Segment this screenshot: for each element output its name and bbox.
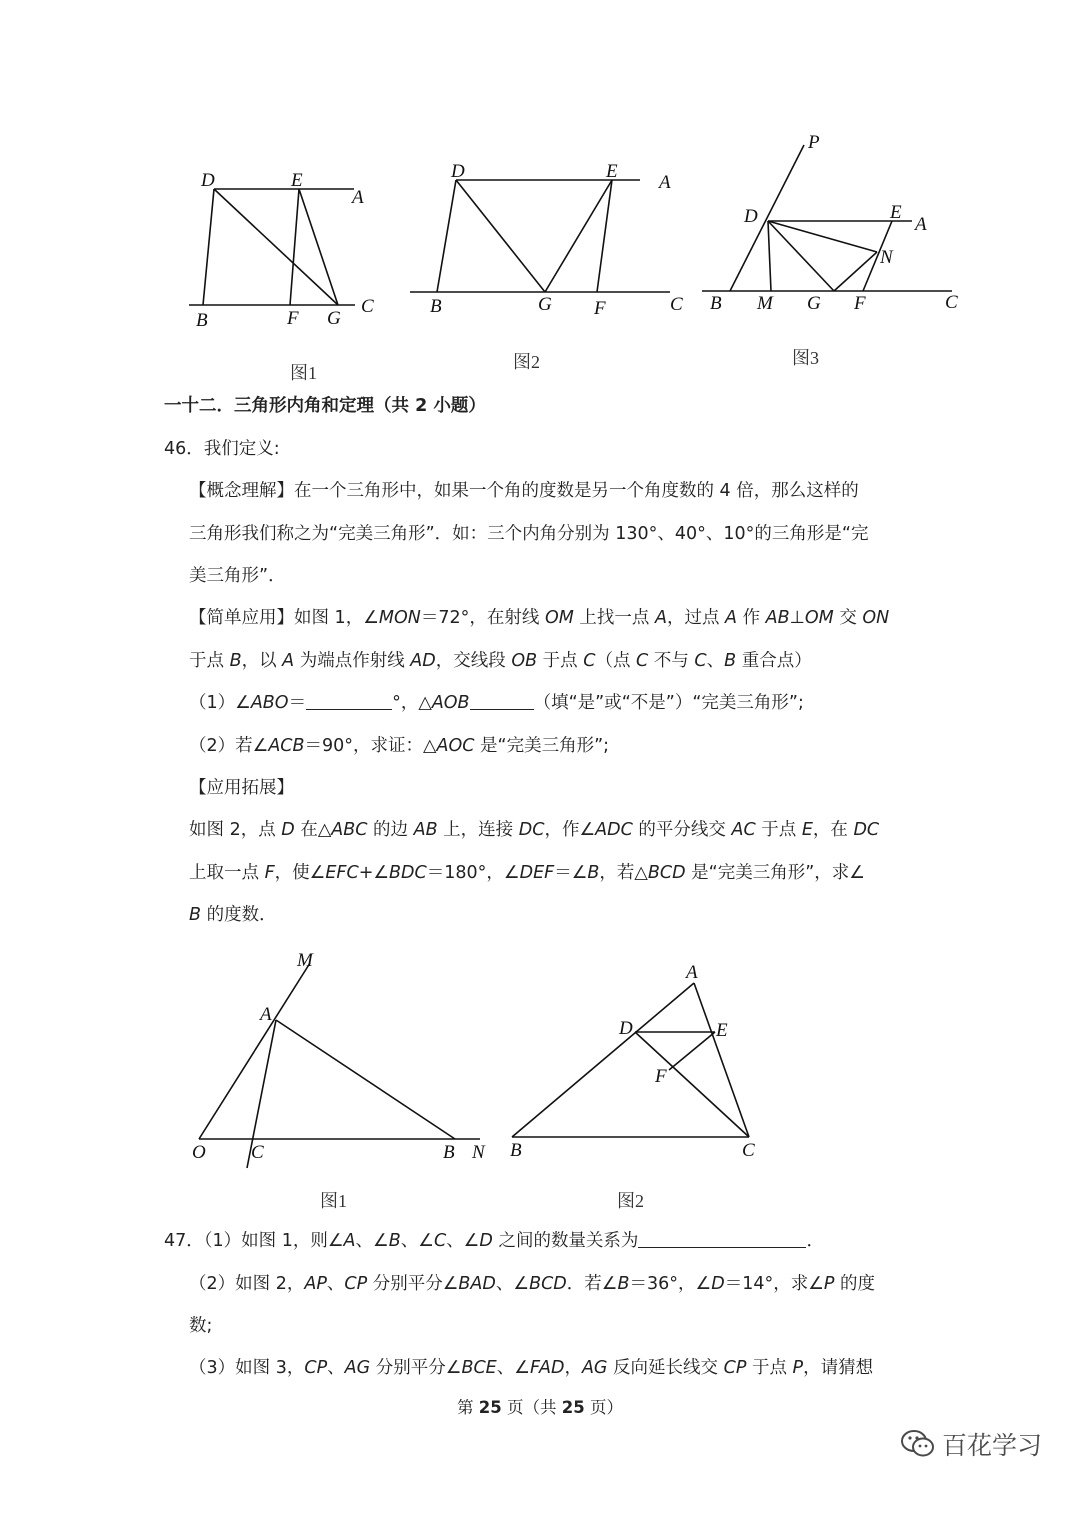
math: D xyxy=(711,1274,725,1294)
label-C: C xyxy=(670,294,683,315)
text: 上取一点 xyxy=(189,863,265,883)
math: BCD xyxy=(647,863,686,883)
label-A: A xyxy=(260,1004,272,1025)
math: C xyxy=(694,651,707,671)
text: 不与 xyxy=(648,651,695,671)
label-G: G xyxy=(807,293,821,314)
label-F: F xyxy=(594,298,606,319)
text: 、∠ xyxy=(400,1231,434,1251)
text: 、∠ xyxy=(495,1274,530,1294)
text: 于点 xyxy=(746,1358,793,1378)
caption-fig3: 图3 xyxy=(792,348,819,368)
text: （2）如图 2， xyxy=(189,1274,305,1294)
math: FAD xyxy=(529,1358,565,1378)
text: ，作∠ xyxy=(544,820,596,840)
text: ． xyxy=(806,1231,824,1251)
label-C: C xyxy=(742,1140,755,1161)
text: ＝36°，∠ xyxy=(629,1274,712,1294)
label-D: D xyxy=(619,1018,633,1039)
text: ，过点 xyxy=(666,608,726,628)
math: C xyxy=(636,651,649,671)
text: ，以 xyxy=(241,651,283,671)
segment-DN xyxy=(768,221,877,252)
watermark xyxy=(900,1426,1042,1462)
label-B: B xyxy=(430,296,442,317)
text: °，△ xyxy=(392,693,432,713)
caption-fig1: 图1 xyxy=(290,363,317,383)
text: 、 xyxy=(706,651,725,671)
q46-application-line1 xyxy=(189,606,889,630)
math: D xyxy=(281,820,295,840)
page-footer xyxy=(0,1394,1080,1418)
total-pages: 25 xyxy=(561,1398,585,1417)
text: ＝ xyxy=(288,693,307,713)
label-B: B xyxy=(443,1142,455,1163)
math: ABO xyxy=(250,693,289,713)
math: ADC xyxy=(595,820,633,840)
text: ，交线段 xyxy=(435,651,512,671)
segment-DG xyxy=(214,189,338,305)
q46-extension-head: 【应用拓展】 xyxy=(189,778,294,798)
label-A: A xyxy=(686,962,698,983)
text: 的平分线交 xyxy=(632,820,732,840)
math: ABC xyxy=(331,820,368,840)
text: 的边 xyxy=(367,820,414,840)
math: A xyxy=(343,1231,356,1251)
q46-extension-line2 xyxy=(189,861,865,885)
math: C xyxy=(433,1231,447,1251)
label-E: E xyxy=(716,1020,728,1041)
text: 作 xyxy=(737,608,766,628)
segment-AB xyxy=(512,983,694,1137)
mid-figure-2 xyxy=(510,962,755,1211)
top-figure-2 xyxy=(410,161,683,372)
q46-concept-line2: 三角形我们称之为“完美三角形”．如：三个内角分别为 130°、40°、10°的三角形是“完 xyxy=(189,524,869,544)
label-E: E xyxy=(606,161,618,182)
text: ＝∠ xyxy=(554,863,588,883)
footer-text: 页（共 xyxy=(501,1398,562,1417)
text: 的度数． xyxy=(201,905,277,925)
top-figure-1 xyxy=(189,170,374,383)
label-B: B xyxy=(710,293,722,314)
text: 反向延长线交 xyxy=(607,1358,724,1378)
math: EFC xyxy=(325,863,359,883)
segment-EF xyxy=(597,180,612,292)
segment-DM xyxy=(768,221,771,291)
math: AOB xyxy=(431,693,470,713)
segment-DG xyxy=(768,221,834,291)
text: 分别平分∠ xyxy=(370,1358,462,1378)
math: OM xyxy=(804,608,834,628)
math: B xyxy=(724,651,737,671)
text: 于点 xyxy=(755,820,802,840)
math: P xyxy=(823,1274,835,1294)
ray-BP xyxy=(730,145,804,291)
math: BAD xyxy=(458,1274,496,1294)
text: 是“完美三角形”，求∠ xyxy=(685,863,865,883)
math: ON xyxy=(862,608,890,628)
label-D: D xyxy=(451,161,465,182)
math: B xyxy=(189,905,202,925)
caption-fig1: 图1 xyxy=(320,1191,347,1211)
segment-DB xyxy=(203,189,214,305)
label-C: C xyxy=(361,296,374,317)
label-A: A xyxy=(352,187,364,208)
text: 的度 xyxy=(834,1274,876,1294)
label-P: P xyxy=(808,132,820,153)
text: 、 xyxy=(327,1358,345,1378)
label-F: F xyxy=(655,1066,667,1087)
text: 于点 xyxy=(189,651,230,671)
text: ，使∠ xyxy=(274,863,326,883)
math: AOC xyxy=(436,736,475,756)
q46-head: 46．我们定义: xyxy=(164,439,280,459)
math: MON xyxy=(378,608,421,628)
answer-blank-2[interactable] xyxy=(470,691,534,710)
label-B: B xyxy=(196,310,208,331)
math: A xyxy=(654,608,667,628)
text: 、∠ xyxy=(496,1358,530,1378)
math: P xyxy=(792,1358,804,1378)
q46-part2 xyxy=(189,734,609,758)
text: 分别平分∠ xyxy=(367,1274,459,1294)
math: CP xyxy=(723,1358,747,1378)
math: AC xyxy=(731,820,756,840)
text: （填“是”或“不是”）“完美三角形”; xyxy=(533,693,804,713)
ray-OM xyxy=(199,963,310,1139)
page-number: 25 xyxy=(478,1398,502,1417)
footer-text: 页） xyxy=(584,1398,623,1417)
text: 之间的数量关系为 xyxy=(492,1231,639,1251)
label-O: O xyxy=(192,1142,206,1163)
math: D xyxy=(479,1231,493,1251)
text: ，请猜想 xyxy=(803,1358,874,1378)
math: OM xyxy=(544,608,574,628)
text: ，在 xyxy=(812,820,854,840)
math: A xyxy=(282,651,295,671)
text: 47．（1）如图 1，则∠ xyxy=(164,1231,344,1251)
text: 是“完美三角形”; xyxy=(474,736,610,756)
mid-figure-1 xyxy=(192,950,486,1211)
segment-DG xyxy=(456,180,545,292)
section-title: 一十二．三角形内角和定理（共 2 小题） xyxy=(164,396,486,416)
label-C: C xyxy=(945,292,958,313)
label-F: F xyxy=(854,293,866,314)
text: 上，连接 xyxy=(437,820,519,840)
label-F: F xyxy=(287,308,299,329)
text: ，若△ xyxy=(599,863,648,883)
math: AB xyxy=(765,608,790,628)
q46-extension-line3 xyxy=(189,903,277,927)
text: 【简单应用】如图 1，∠ xyxy=(189,608,379,628)
math: DEF xyxy=(519,863,555,883)
watermark-text: 百花学习 xyxy=(942,1431,1043,1460)
text: 重合点） xyxy=(736,651,812,671)
math: AD xyxy=(410,651,436,671)
math: C xyxy=(583,651,596,671)
ray-AC xyxy=(247,1020,276,1168)
text: 、∠ xyxy=(355,1231,389,1251)
label-N: N xyxy=(880,247,893,268)
text: ＝90°，求证：△ xyxy=(304,736,437,756)
segment-AC xyxy=(694,983,749,1137)
q47-line4 xyxy=(189,1356,873,1380)
q46-extension-line1 xyxy=(189,818,879,842)
q46-application-line2 xyxy=(189,649,812,673)
segment-EF xyxy=(290,189,299,305)
answer-blank-3[interactable] xyxy=(638,1229,806,1248)
footer-text: 第 xyxy=(457,1398,479,1417)
text: 在△ xyxy=(294,820,332,840)
label-M: M xyxy=(757,293,773,314)
text: （1）∠ xyxy=(189,693,251,713)
math: CP xyxy=(304,1358,328,1378)
math: BDC xyxy=(389,863,427,883)
top-figures xyxy=(0,0,1080,400)
label-G: G xyxy=(538,294,552,315)
math: A xyxy=(725,608,738,628)
label-A: A xyxy=(915,214,927,235)
text: ＝14°，求∠ xyxy=(724,1274,824,1294)
text: ．若∠ xyxy=(566,1274,618,1294)
text: 、∠ xyxy=(446,1231,480,1251)
math: OB xyxy=(511,651,538,671)
label-D: D xyxy=(744,206,758,227)
math: ACB xyxy=(268,736,305,756)
segment-DB xyxy=(437,180,456,292)
math: E xyxy=(801,820,813,840)
math: AG xyxy=(581,1358,608,1378)
label-M: M xyxy=(297,950,313,971)
text: （2）若∠ xyxy=(189,736,269,756)
math: AP xyxy=(304,1274,327,1294)
top-figure-3 xyxy=(702,132,958,368)
text: ＝180°，∠ xyxy=(426,863,520,883)
caption-fig2: 图2 xyxy=(617,1191,644,1211)
segment-EF xyxy=(669,1032,715,1070)
q46-concept-line3: 美三角形”． xyxy=(189,566,286,586)
text: 上找一点 xyxy=(573,608,655,628)
text: 、 xyxy=(326,1274,345,1294)
math: F xyxy=(264,863,275,883)
label-N: N xyxy=(472,1142,485,1163)
label-D: D xyxy=(201,170,215,191)
answer-blank-1[interactable] xyxy=(306,691,392,710)
segment-AB xyxy=(276,1020,455,1139)
text: 于点 xyxy=(537,651,584,671)
math: AG xyxy=(344,1358,371,1378)
math: DC xyxy=(518,820,545,840)
text: ， xyxy=(564,1358,582,1378)
label-E: E xyxy=(291,170,303,191)
label-E: E xyxy=(890,202,902,223)
math: CP xyxy=(344,1274,368,1294)
math: BCD xyxy=(529,1274,567,1294)
text: （点 xyxy=(595,651,637,671)
math: B xyxy=(388,1231,401,1251)
math: DC xyxy=(853,820,880,840)
q46-concept-line1: 【概念理解】在一个三角形中，如果一个角的度数是另一个角度数的 4 倍，那么这样的 xyxy=(189,481,859,501)
label-C: C xyxy=(251,1142,264,1163)
text: ＝72°，在射线 xyxy=(420,608,545,628)
math: BCE xyxy=(461,1358,497,1378)
math: B xyxy=(229,651,242,671)
q46-part1 xyxy=(189,691,804,715)
text: （3）如图 3， xyxy=(189,1358,305,1378)
q47-line3: 数; xyxy=(189,1316,213,1336)
label-B: B xyxy=(510,1140,522,1161)
text: 如图 2，点 xyxy=(189,820,282,840)
wechat-icon xyxy=(900,1428,936,1460)
caption-fig2: 图2 xyxy=(513,352,540,372)
label-A: A xyxy=(659,172,671,193)
segment-EG xyxy=(545,180,612,292)
text: +∠ xyxy=(358,863,390,883)
math: B xyxy=(617,1274,630,1294)
text: 为端点作射线 xyxy=(294,651,411,671)
math: B xyxy=(587,863,600,883)
segment-DC xyxy=(635,1032,749,1137)
text: 交 xyxy=(833,608,863,628)
label-G: G xyxy=(327,308,341,329)
q47-line1 xyxy=(164,1229,824,1253)
text: ⊥ xyxy=(789,608,805,628)
q47-line2 xyxy=(189,1272,875,1296)
math: AB xyxy=(413,820,438,840)
